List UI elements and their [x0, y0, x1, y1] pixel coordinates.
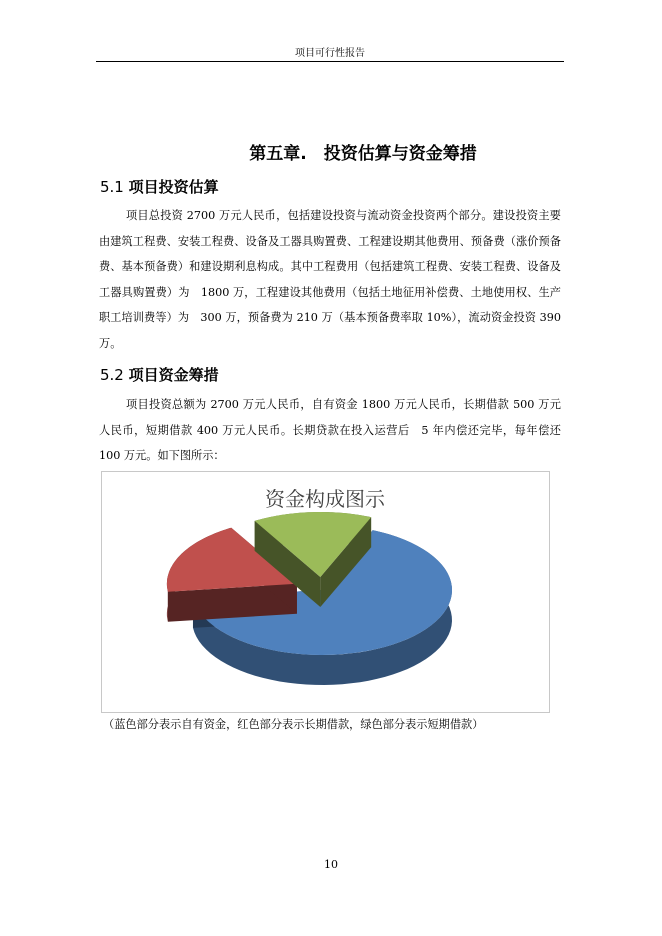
chapter-title: 第五章. 投资估算与资金筹措	[249, 144, 477, 164]
paragraph-investment-estimate: 项目总投资 2700 万元人民币，包括建设投资与流动资金投资两个部分。建设投资主要由建筑工程费、安装工程费、设备及工器具购置费、工程建设期其他费用、预备费（涨价预备费、基本预备费）和建设期利息构成。其中工程费用（包括建筑工程费、安装工程费、设备及工器具购置费）为 1800 万，工程建设其他费用（包括土地征用补偿费、土地使用权、生产职工培训费等）为 300 万，预备费为 210 万（基本预备费率取 10%），流动资金投资 390 万。	[99, 209, 561, 350]
section-number: 5.1	[100, 178, 124, 196]
chart-title: 资金构成图示	[265, 487, 385, 511]
paragraph-fund-raising: 项目投资总额为 2700 万元人民币，自有资金 1800 万元人民币，长期借款 500 万元人民币，短期借款 400 万元人民币。长期贷款在投入运营后 5 年内偿还完毕，每年偿还 100 万元。如下图所示：	[99, 398, 561, 463]
header-rule	[96, 61, 564, 62]
page-number: 10	[324, 858, 338, 871]
section-number: 5.2	[100, 366, 124, 384]
figure-caption: （蓝色部分表示自有资金，红色部分表示长期借款，绿色部分表示短期借款）	[103, 718, 484, 731]
section-title: 项目资金筹措	[128, 366, 219, 384]
section-title: 项目投资估算	[128, 178, 219, 196]
pie-chart-svg	[102, 472, 549, 712]
page-header: 项目可行性报告	[295, 48, 365, 59]
funding-pie-chart	[101, 471, 550, 713]
section-heading-5-2	[100, 364, 219, 385]
section-heading-5-1	[100, 176, 219, 197]
